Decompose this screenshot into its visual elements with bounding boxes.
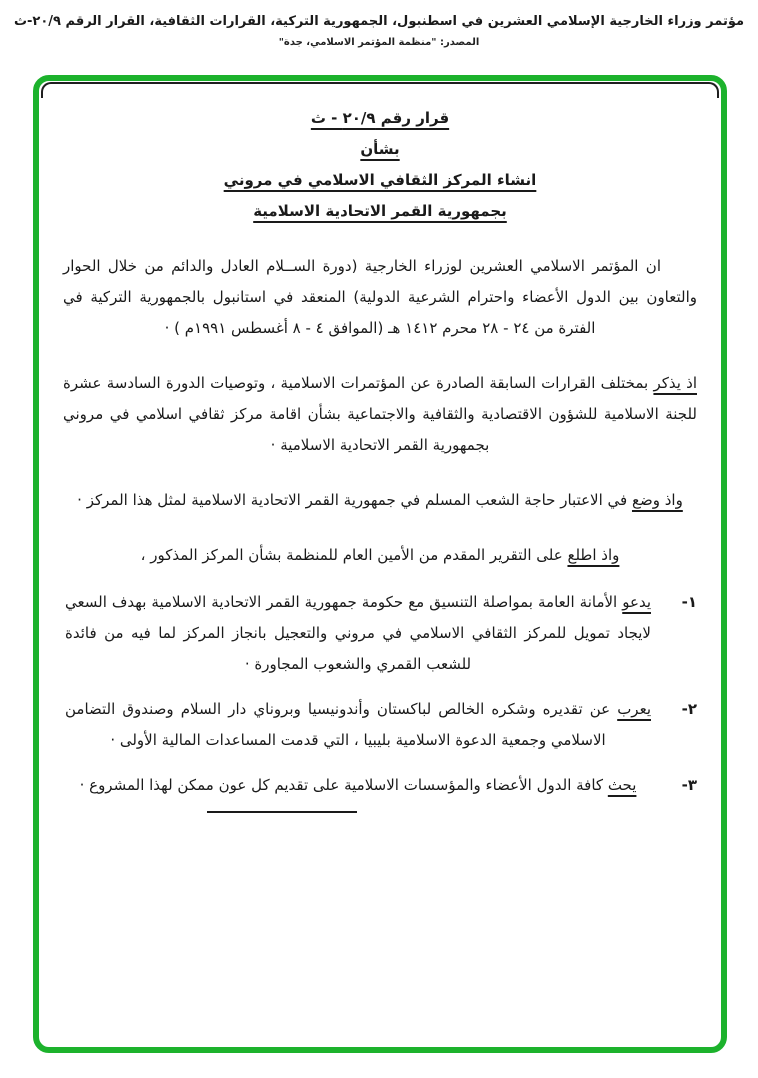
preamble-paragraph-4: واذ اطلع على التقرير المقدم من الأمين العام للمنظمة بشأن المركز المذكور ، <box>140 546 620 564</box>
item-number: ٢- <box>681 700 697 718</box>
conference-title: مؤتمر وزراء الخارجية الإسلامي العشرين في اسطنبول، الجمهورية التركية، القرارات الثقافية، القرار الرقم ٢٠/٩-ث <box>13 14 745 29</box>
resolution-title-block <box>63 103 697 227</box>
item-text: يدعو الأمانة العامة بمواصلة التنسيق مع حكومة جمهورية القمر الاتحادية الاسلامية بهدف السعي لايجاد تمويل للمركز الثقافي الاسلامي في مروني والتعجيل بانجاز المركز لما فيه من فائدة للشعب القمري والشعوب المجاورة · <box>65 593 651 673</box>
bibliographic-header <box>0 12 758 48</box>
resolution-subject-line1: انشاء المركز الثقافي الاسلامي في مروني <box>223 171 537 189</box>
list-item-2 <box>63 694 697 756</box>
resolution-subject-line2: بجمهورية القمر الاتحادية الاسلامية <box>253 202 507 220</box>
item-text: يحث كافة الدول الأعضاء والمؤسسات الاسلامية على تقديم كل عون ممكن لهذا المشروع · <box>79 776 637 794</box>
resolution-subject-label: بشأن <box>360 140 400 158</box>
item-number: ١- <box>681 593 697 611</box>
closing-divider-rule <box>207 811 357 813</box>
operative-items <box>63 587 697 801</box>
resolution-number-line: قرار رقم ٢٠/٩ - ث <box>310 109 450 127</box>
item-number: ٣- <box>681 776 697 794</box>
list-item-3 <box>63 770 697 801</box>
preamble-paragraph-2: اذ يذكر بمختلف القرارات السابقة الصادرة عن المؤتمرات الاسلامية ، وتوصيات الدورة السادسة عشرة للجنة الاسلامية للشؤون الاقتصادية والثقافية والاجتماعية بشأن اقامة مركز ثقافي اسلامي في مروني بجمهورية القمر الاتحادية الاسلامية · <box>63 374 697 454</box>
source-line: المصدر: "منظمة المؤتمر الاسلامي، جدة" <box>278 37 480 48</box>
highlight-border-frame <box>33 75 727 1053</box>
preamble-paragraph-1: ان المؤتمر الاسلامي العشرين لوزراء الخارجية (دورة الســلام العادل والدائم من خلال الحوار والتعاون بين الدول الأعضاء واحترام الشرعية الدولية) المنعقد في استانبول بالجمهورية التركية في الفترة من ٢٤ - ٢٨ محرم ١٤١٢ هـ (الموافق ٤ - ٨ أغسطس ١٩٩١م ) · <box>63 257 697 337</box>
scanned-resolution-body <box>63 95 697 1039</box>
list-item-1 <box>63 587 697 680</box>
preamble-paragraph-3: واذ وضع في الاعتبار حاجة الشعب المسلم في جمهورية القمر الاتحادية الاسلامية لمثل هذا المركز · <box>77 491 683 509</box>
item-text: يعرب عن تقديره وشكره الخالص لباكستان وأندونيسيا وبروناي دار السلام وصندوق التضامن الاسلامي وجمعية الدعوة الاسلامية بليبيا ، التي قدمت المساعدات المالية الأولى · <box>65 700 651 749</box>
